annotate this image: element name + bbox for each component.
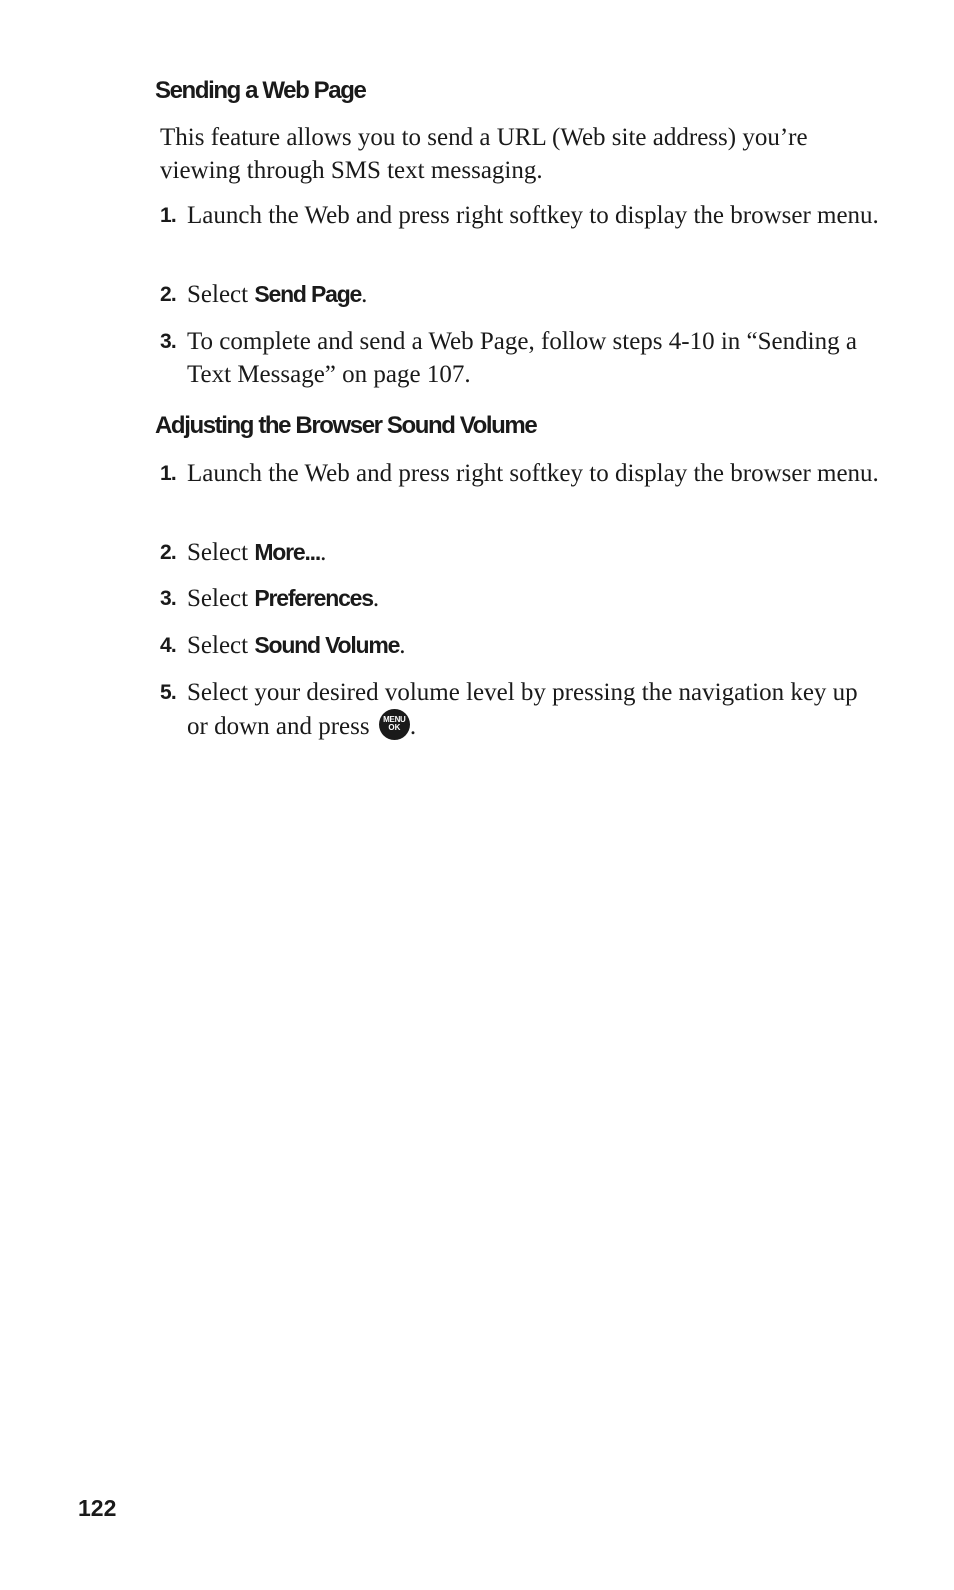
step-text: Launch the Web and press right softkey to display the browser menu. bbox=[187, 202, 879, 229]
step-text-pre: Select bbox=[187, 632, 255, 659]
step-text-post: . bbox=[361, 281, 368, 308]
step-item bbox=[160, 629, 880, 662]
step-text bbox=[187, 536, 880, 569]
page-number: 122 bbox=[78, 1495, 117, 1521]
step-item bbox=[160, 457, 880, 490]
step-item bbox=[160, 325, 880, 391]
step-text-main: Select your desired volume level by pressing the navigation key up or down and press bbox=[187, 679, 858, 740]
step-item bbox=[160, 199, 880, 232]
step-item bbox=[160, 676, 880, 743]
step-text bbox=[187, 582, 880, 615]
step-text-post: . bbox=[409, 713, 417, 740]
step-item bbox=[160, 278, 880, 311]
menu-key-label: MENU bbox=[383, 715, 406, 724]
menu-option-sound-volume: Sound Volume bbox=[254, 632, 400, 658]
ok-key-label: OK bbox=[388, 723, 401, 732]
step-number: 4. bbox=[160, 634, 176, 657]
step-text: To complete and send a Web Page, follow steps 4-10 in “Sending a Text Message” on page 107. bbox=[187, 328, 857, 388]
step-number: 3. bbox=[160, 330, 176, 353]
step-number: 1. bbox=[160, 204, 176, 227]
step-text-post: . bbox=[372, 585, 380, 612]
step-text-pre: Select bbox=[187, 539, 255, 566]
step-text-pre: Select bbox=[187, 585, 255, 612]
step-number: 1. bbox=[160, 462, 176, 485]
menu-ok-key-icon bbox=[379, 709, 410, 740]
menu-option-send-page: Send Page bbox=[254, 281, 362, 307]
step-number: 2. bbox=[160, 541, 176, 564]
section-intro: This feature allows you to send a URL (Web site address) you’re viewing through SMS text messaging. bbox=[160, 124, 808, 184]
menu-option-preferences: Preferences bbox=[254, 585, 373, 611]
step-number: 3. bbox=[160, 587, 176, 610]
step-text-post: . bbox=[399, 632, 406, 659]
step-number: 5. bbox=[160, 681, 176, 704]
menu-option-more: More... bbox=[254, 539, 321, 565]
step-item bbox=[160, 582, 880, 615]
step-text bbox=[187, 676, 880, 743]
step-number: 2. bbox=[160, 283, 176, 306]
step-item bbox=[160, 536, 880, 569]
step-text bbox=[187, 278, 880, 311]
step-text-post: . bbox=[320, 539, 327, 566]
section-heading-browser-sound-volume: Adjusting the Browser Sound Volume bbox=[155, 412, 537, 439]
step-text: Launch the Web and press right softkey to display the browser menu. bbox=[187, 460, 879, 487]
step-text bbox=[187, 629, 880, 662]
step-text-pre: Select bbox=[187, 281, 255, 308]
section-heading-sending-web-page: Sending a Web Page bbox=[155, 77, 366, 104]
